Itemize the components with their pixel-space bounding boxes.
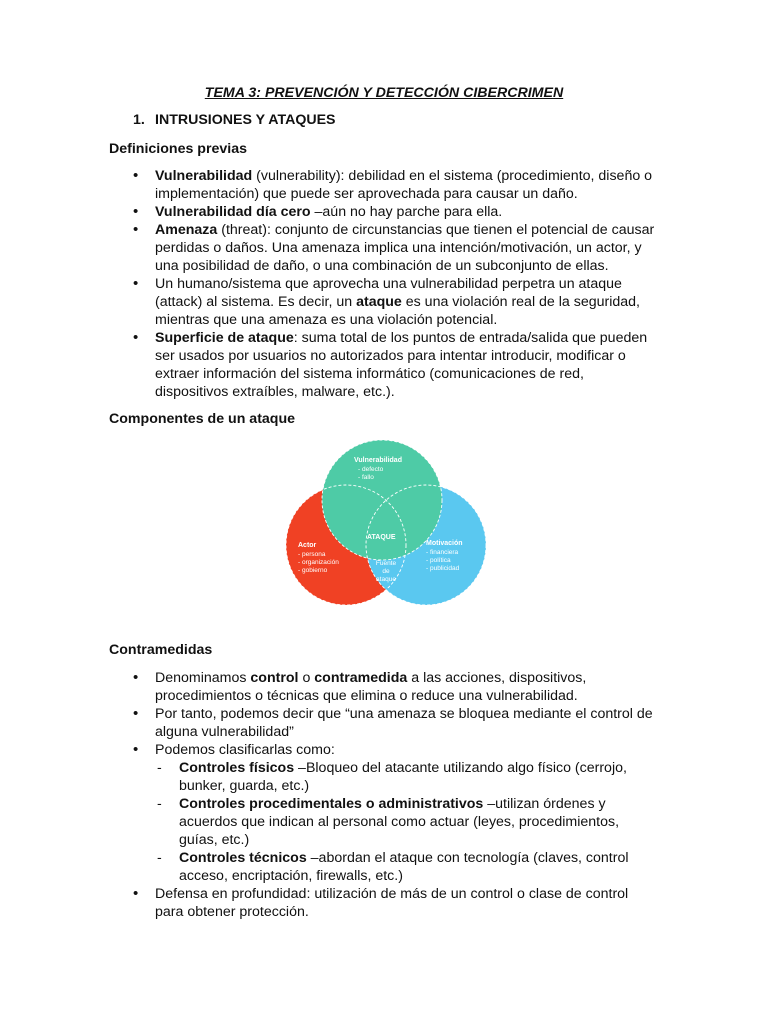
list-item — [155, 669, 655, 705]
list-item — [155, 849, 655, 885]
actor-label: Actor — [298, 542, 317, 549]
list-item — [155, 203, 655, 221]
list-item — [155, 167, 655, 203]
term: Vulnerabilidad — [155, 168, 253, 184]
ataque-label: ATAQUE — [367, 534, 396, 541]
contramedidas-heading: Contramedidas — [109, 642, 213, 658]
list-item — [155, 885, 655, 921]
definition-text: : suma total de los puntos de entrada/salida que pueden ser usados por usuarios no autorizados para intentar introducir, modificar o extraer información del sistema informático (comunicaciones de red, dispositivos extraíbles, malware, etc.). — [155, 330, 648, 400]
term: Superficie de ataque — [155, 330, 294, 346]
definiciones-heading: Definiciones previas — [109, 141, 247, 157]
fuente-label: de — [382, 568, 390, 575]
motivacion-item: - publicidad — [426, 565, 460, 572]
motivacion-item: - política — [426, 557, 451, 564]
fuente-label: Fuente — [375, 560, 397, 567]
attack-components-venn-diagram — [278, 437, 492, 607]
definition-text: Un humano/sistema que aprovecha una vulnerabilidad perpetra un ataque (attack) al sistema. Es decir, un — [155, 276, 622, 310]
item-text: –utilizan órdenes y acuerdos que indican al personal como actuar (leyes, procedimientos, guías, etc.) — [179, 796, 620, 848]
motivacion-item: - financiera — [426, 549, 459, 556]
item-text: –Bloqueo del atacante utilizando algo físico (cerrojo, bunker, guarda, etc.) — [179, 760, 627, 794]
item-text: –abordan el ataque con tecnología (claves, control acceso, encriptación, firewalls, etc.) — [179, 850, 629, 884]
componentes-heading: Componentes de un ataque — [109, 411, 296, 427]
item-text: o — [298, 670, 315, 686]
item-text: Por tanto, podemos decir que “una amenaza se bloquea mediante el control de alguna vulnerabilidad” — [155, 706, 653, 740]
definition-text: es una violación real de la seguridad, mientras que una amenaza es una violación potencial. — [155, 294, 641, 328]
term: control — [250, 670, 299, 686]
vulnerabilidad-label: Vulnerabilidad — [354, 457, 402, 464]
control-types-list — [155, 759, 655, 885]
actor-item: - gobierno — [298, 567, 328, 574]
term: ataque — [356, 294, 402, 310]
term: Vulnerabilidad día cero — [155, 204, 311, 220]
item-text: Denominamos — [155, 670, 251, 686]
motivacion-label: Motivación — [426, 540, 463, 547]
list-item — [155, 221, 655, 275]
vulnerabilidad-item: - defecto — [358, 466, 384, 473]
term: Controles físicos — [179, 760, 295, 776]
term: contramedida — [314, 670, 408, 686]
term: Controles procedimentales o administrativos — [179, 796, 484, 812]
actor-item: - organización — [298, 559, 339, 566]
actor-item: - persona — [298, 551, 326, 558]
list-item — [155, 705, 655, 741]
definiciones-list — [155, 167, 655, 401]
item-text: Defensa en profundidad: utilización de más de un control o clase de control para obtener protección. — [155, 886, 629, 920]
section-heading — [133, 111, 336, 129]
list-item — [155, 759, 655, 795]
item-text: a las acciones, dispositivos, procedimientos o técnicas que elimina o reduce una vulnerabilidad. — [155, 670, 587, 704]
list-item — [155, 741, 655, 885]
list-item — [155, 275, 655, 329]
fuente-label: ataque — [376, 576, 396, 583]
contramedidas-list — [155, 669, 655, 921]
list-item — [155, 329, 655, 401]
page-title: TEMA 3: PREVENCIÓN Y DETECCIÓN CIBERCRIMEN — [204, 85, 564, 101]
section-title: INTRUSIONES Y ATAQUES — [155, 112, 336, 128]
term: Controles técnicos — [179, 850, 307, 866]
section-number: 1. — [133, 112, 145, 128]
term: Amenaza — [155, 222, 218, 238]
definition-text: (threat): conjunto de circunstancias que tienen el potencial de causar perdidas o daños. Una amenaza implica una intención/motivación, un actor, y una posibilidad de daño, o una combinación de un subconjunto de ellas. — [155, 222, 655, 274]
definition-text: –aún no hay parche para ella. — [310, 204, 503, 220]
item-text: Podemos clasificarlas como: — [155, 742, 335, 758]
definition-text: (vulnerability): debilidad en el sistema (procedimiento, diseño o implementación) que puede ser aprovechada para causar un daño. — [155, 168, 653, 202]
list-item — [155, 795, 655, 849]
vulnerabilidad-item: - fallo — [358, 474, 374, 481]
